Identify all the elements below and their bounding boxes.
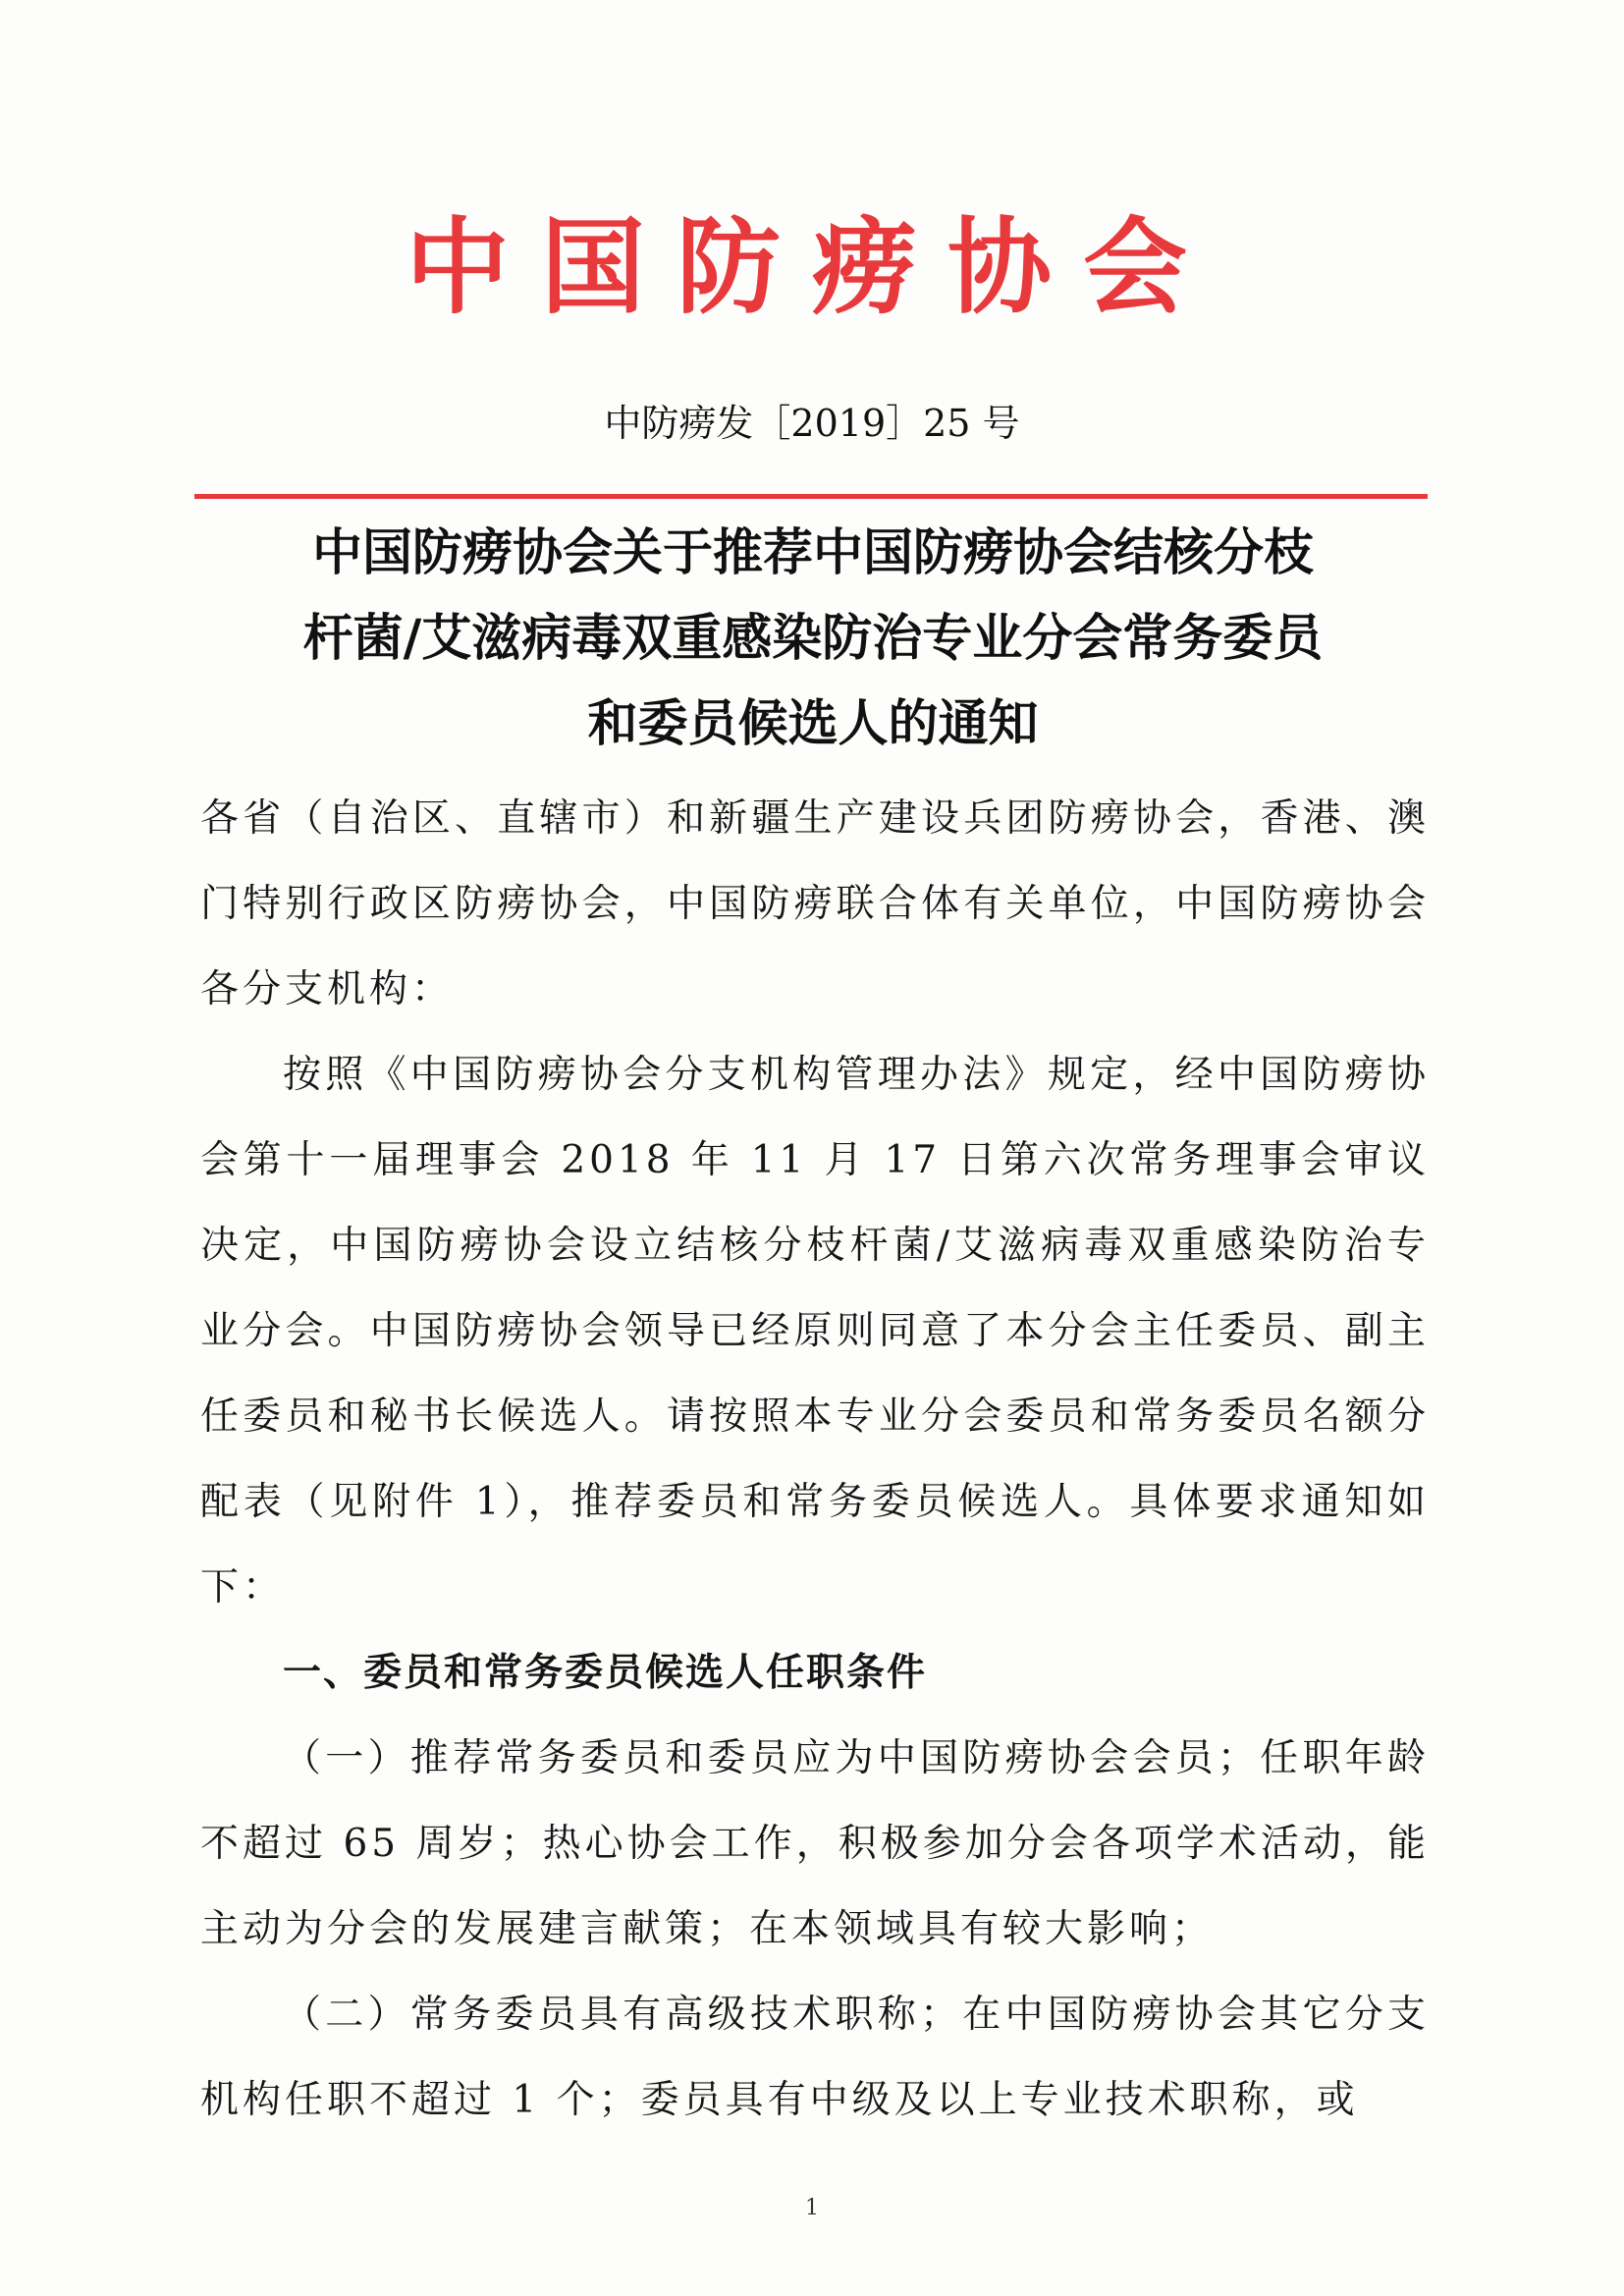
condition-item-2: （二）常务委员具有高级技术职称；在中国防痨协会其它分支机构任职不超过 1 个；委员具有中级及以上专业技术职称，或 [200,1993,1430,2122]
notice-title [187,511,1439,767]
header-divider [194,494,1428,499]
title-line-1: 中国防痨协会关于推荐中国防痨协会结核分枝 [311,524,1314,582]
section-heading-1: 一、委员和常务委员候选人任职条件 [283,1651,928,1695]
condition-item-1: （一）推荐常务委员和委员应为中国防痨协会会员；任职年龄不超过 65 周岁；热心协会工作，积极参加分会各项学术活动，能主动为分会的发展建言献策；在本领域具有较大影响； [200,1736,1430,1951]
organization-header: 中国防痨协会 [406,207,1218,328]
title-line-2: 杆菌/艾滋病毒双重感染防治专业分会常务委员 [302,610,1324,668]
page-number: 1 [805,2196,819,2220]
title-line-3: 和委员候选人的通知 [587,695,1039,753]
addressee: 各省（自治区、直辖市）和新疆生产建设兵团防痨协会，香港、澳门特别行政区防痨协会，中国防痨联合体有关单位，中国防痨协会各分支机构： [200,796,1430,1011]
notice-body [200,776,1430,2143]
intro-paragraph: 按照《中国防痨协会分支机构管理办法》规定，经中国防痨协会第十一届理事会 2018 年 11 月 17 日第六次常务理事会审议决定，中国防痨协会设立结核分枝杆菌/艾滋病毒双重感染防治专业分会。中国防痨协会领导已经原则同意了本分会主任委员、副主任委员和秘书长候选人。请按照本专业分会委员和常务委员名额分配表（见附件 1），推荐委员和常务委员候选人。具体要求通知如下： [200,1053,1430,1610]
document-number: 中防痨发［2019］25 号 [604,402,1020,445]
